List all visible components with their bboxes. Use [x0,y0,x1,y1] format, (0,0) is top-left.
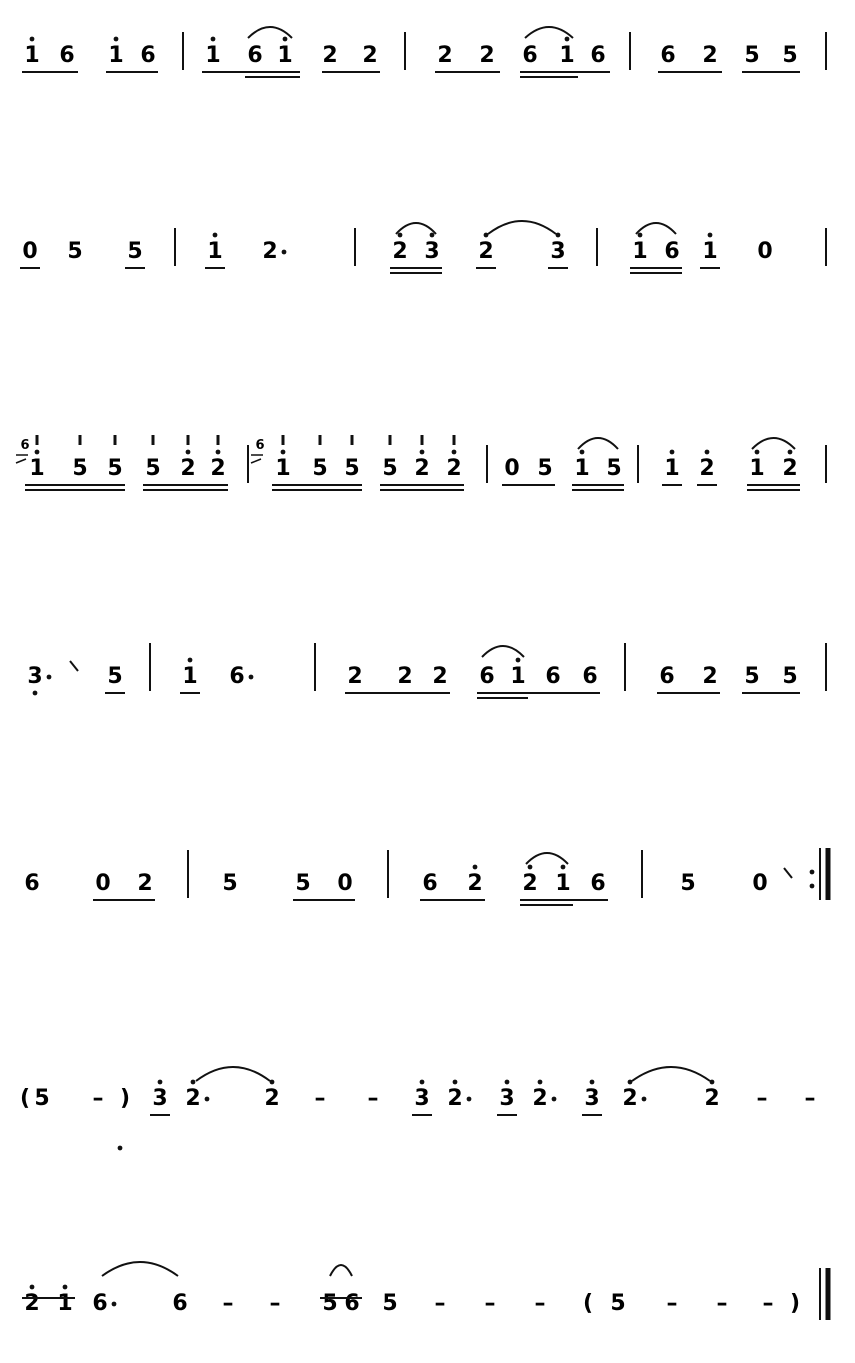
octave-high-dot [30,1285,35,1290]
note-2: 2 [362,43,378,68]
octave-high-dot [186,450,191,455]
note-2: 2 [782,456,798,481]
augmentation-dot [642,1097,647,1102]
note-–: – [367,1086,379,1111]
note-2: 2 [437,43,453,68]
note-6: 6 [247,43,263,68]
note-6: 6 [24,871,40,896]
slur [330,1265,352,1276]
slur [396,223,436,234]
augmentation-dot [282,250,287,255]
octave-high-dot [30,37,35,42]
note-1: 1 [664,456,680,481]
octave-high-dot [565,37,570,42]
octave-high-dot [281,450,286,455]
slur [525,27,573,38]
octave-high-dot [453,1080,458,1085]
octave-high-dot [213,233,218,238]
note-1: 1 [277,43,293,68]
note-5: 5 [67,239,83,264]
note-1: 1 [749,456,765,481]
note-6: 6 [545,664,561,689]
note-5: 5 [382,456,398,481]
note-3: 3 [27,664,43,689]
note-6: 6 [664,239,680,264]
note-6: 6 [344,1291,360,1316]
octave-high-dot [505,1080,510,1085]
note-–: – [434,1291,446,1316]
grace-slash [251,459,261,463]
note-2: 2 [392,239,408,264]
note-6: 6 [522,43,538,68]
note-1: 1 [559,43,575,68]
note-1: 1 [555,871,571,896]
note-0: 0 [757,239,773,264]
note-5: 5 [382,1291,398,1316]
note-6: 6 [590,871,606,896]
note-1: 1 [24,43,40,68]
note-5: 5 [295,871,311,896]
note-1: 1 [205,43,221,68]
octave-high-dot [473,865,478,870]
octave-high-dot [191,1080,196,1085]
note-2: 2 [699,456,715,481]
slur [196,1067,270,1081]
note-): ) [119,1086,131,1111]
note-3: 3 [584,1086,600,1111]
note-2: 2 [467,871,483,896]
note-2: 2 [180,456,196,481]
note-5: 5 [610,1291,626,1316]
note-2: 2 [414,456,430,481]
note-2: 2 [24,1291,40,1316]
note-3: 3 [424,239,440,264]
note-3: 3 [499,1086,515,1111]
octave-high-dot [63,1285,68,1290]
note-1: 1 [182,664,198,689]
note-–: – [222,1291,234,1316]
note-3: 3 [152,1086,168,1111]
note-1: 1 [574,456,590,481]
octave-high-dot [590,1080,595,1085]
note-1: 1 [108,43,124,68]
note-1: 1 [207,239,223,264]
note-2: 2 [137,871,153,896]
note-5: 5 [322,1291,338,1316]
note-2: 2 [532,1086,548,1111]
note-1: 1 [275,456,291,481]
note-): ) [789,1291,801,1316]
octave-high-dot [708,233,713,238]
note-5: 5 [222,871,238,896]
augmentation-dot [249,675,254,680]
note-1: 1 [510,664,526,689]
note-6: 6 [582,664,598,689]
octave-high-dot [158,1080,163,1085]
note-5: 5 [34,1086,50,1111]
repeat-dot [810,870,815,875]
breath-mark [70,661,78,671]
augmentation-dot [205,1097,210,1102]
grace-note: 6 [20,438,30,453]
note-–: – [804,1086,816,1111]
note-6: 6 [140,43,156,68]
note-1: 1 [29,456,45,481]
note-5: 5 [782,43,798,68]
octave-high-dot [580,450,585,455]
note-0: 0 [95,871,111,896]
note-6: 6 [422,871,438,896]
note-2: 2 [210,456,226,481]
note-0: 0 [752,871,768,896]
note-2: 2 [479,43,495,68]
note-(: ( [19,1086,31,1111]
slur [636,223,676,234]
note-6: 6 [229,664,245,689]
note-5: 5 [606,456,622,481]
note-6: 6 [660,43,676,68]
grace-note: 6 [255,438,265,453]
octave-high-dot [755,450,760,455]
note-5: 5 [344,456,360,481]
augmentation-dot [467,1097,472,1102]
note-–: – [269,1291,281,1316]
octave-high-dot [528,865,533,870]
note-2: 2 [522,871,538,896]
note-5: 5 [145,456,161,481]
note-5: 5 [744,664,760,689]
note-0: 0 [337,871,353,896]
note-2: 2 [478,239,494,264]
grace-slash [16,459,26,463]
note-2: 2 [347,664,363,689]
note-2: 2 [322,43,338,68]
octave-high-dot [705,450,710,455]
octave-high-dot [638,233,643,238]
note-2: 2 [264,1086,280,1111]
note-2: 2 [704,1086,720,1111]
slur [248,27,292,38]
octave-high-dot [788,450,793,455]
note-(: ( [582,1291,594,1316]
breath-mark [784,868,792,878]
note-2: 2 [446,456,462,481]
note-1: 1 [702,239,718,264]
note-2: 2 [397,664,413,689]
note-–: – [534,1291,546,1316]
note-5: 5 [312,456,328,481]
note-5: 5 [107,456,123,481]
note-–: – [756,1086,768,1111]
note-2: 2 [432,664,448,689]
slur [488,221,556,234]
note-–: – [666,1291,678,1316]
note-0: 0 [504,456,520,481]
octave-high-dot [561,865,566,870]
note-–: – [92,1086,104,1111]
octave-high-dot [188,658,193,663]
note-6: 6 [92,1291,108,1316]
note-6: 6 [59,43,75,68]
note-2: 2 [262,239,278,264]
note-6: 6 [659,664,675,689]
octave-high-dot [211,37,216,42]
repeat-dot [810,884,815,889]
octave-high-dot [398,233,403,238]
note-2: 2 [702,664,718,689]
note-–: – [314,1086,326,1111]
octave-high-dot [430,233,435,238]
octave-high-dot [538,1080,543,1085]
note-5: 5 [680,871,696,896]
augmentation-dot [552,1097,557,1102]
note-5: 5 [744,43,760,68]
octave-high-dot [516,658,521,663]
slur [102,1262,178,1276]
slur [526,853,568,864]
note-3: 3 [414,1086,430,1111]
small-dot [118,1146,123,1151]
slur [578,438,618,449]
note-5: 5 [537,456,553,481]
note-5: 5 [72,456,88,481]
note-6: 6 [479,664,495,689]
note-5: 5 [107,664,123,689]
note-–: – [716,1291,728,1316]
slur [752,438,795,449]
octave-low-dot [33,691,38,696]
note-2: 2 [702,43,718,68]
octave-high-dot [216,450,221,455]
note-6: 6 [172,1291,188,1316]
note-2: 2 [185,1086,201,1111]
slur [632,1067,710,1081]
slur [482,646,524,657]
octave-high-dot [283,37,288,42]
octave-high-dot [114,37,119,42]
octave-high-dot [670,450,675,455]
note-2: 2 [447,1086,463,1111]
note-1: 1 [57,1291,73,1316]
note-3: 3 [550,239,566,264]
octave-high-dot [35,450,40,455]
octave-high-dot [420,450,425,455]
note-1: 1 [632,239,648,264]
note-0: 0 [22,239,38,264]
note-5: 5 [782,664,798,689]
octave-high-dot [452,450,457,455]
note-2: 2 [622,1086,638,1111]
augmentation-dot [112,1302,117,1307]
augmentation-dot [47,675,52,680]
note-–: – [484,1291,496,1316]
note-6: 6 [590,43,606,68]
note-–: – [762,1291,774,1316]
note-5: 5 [127,239,143,264]
octave-high-dot [420,1080,425,1085]
